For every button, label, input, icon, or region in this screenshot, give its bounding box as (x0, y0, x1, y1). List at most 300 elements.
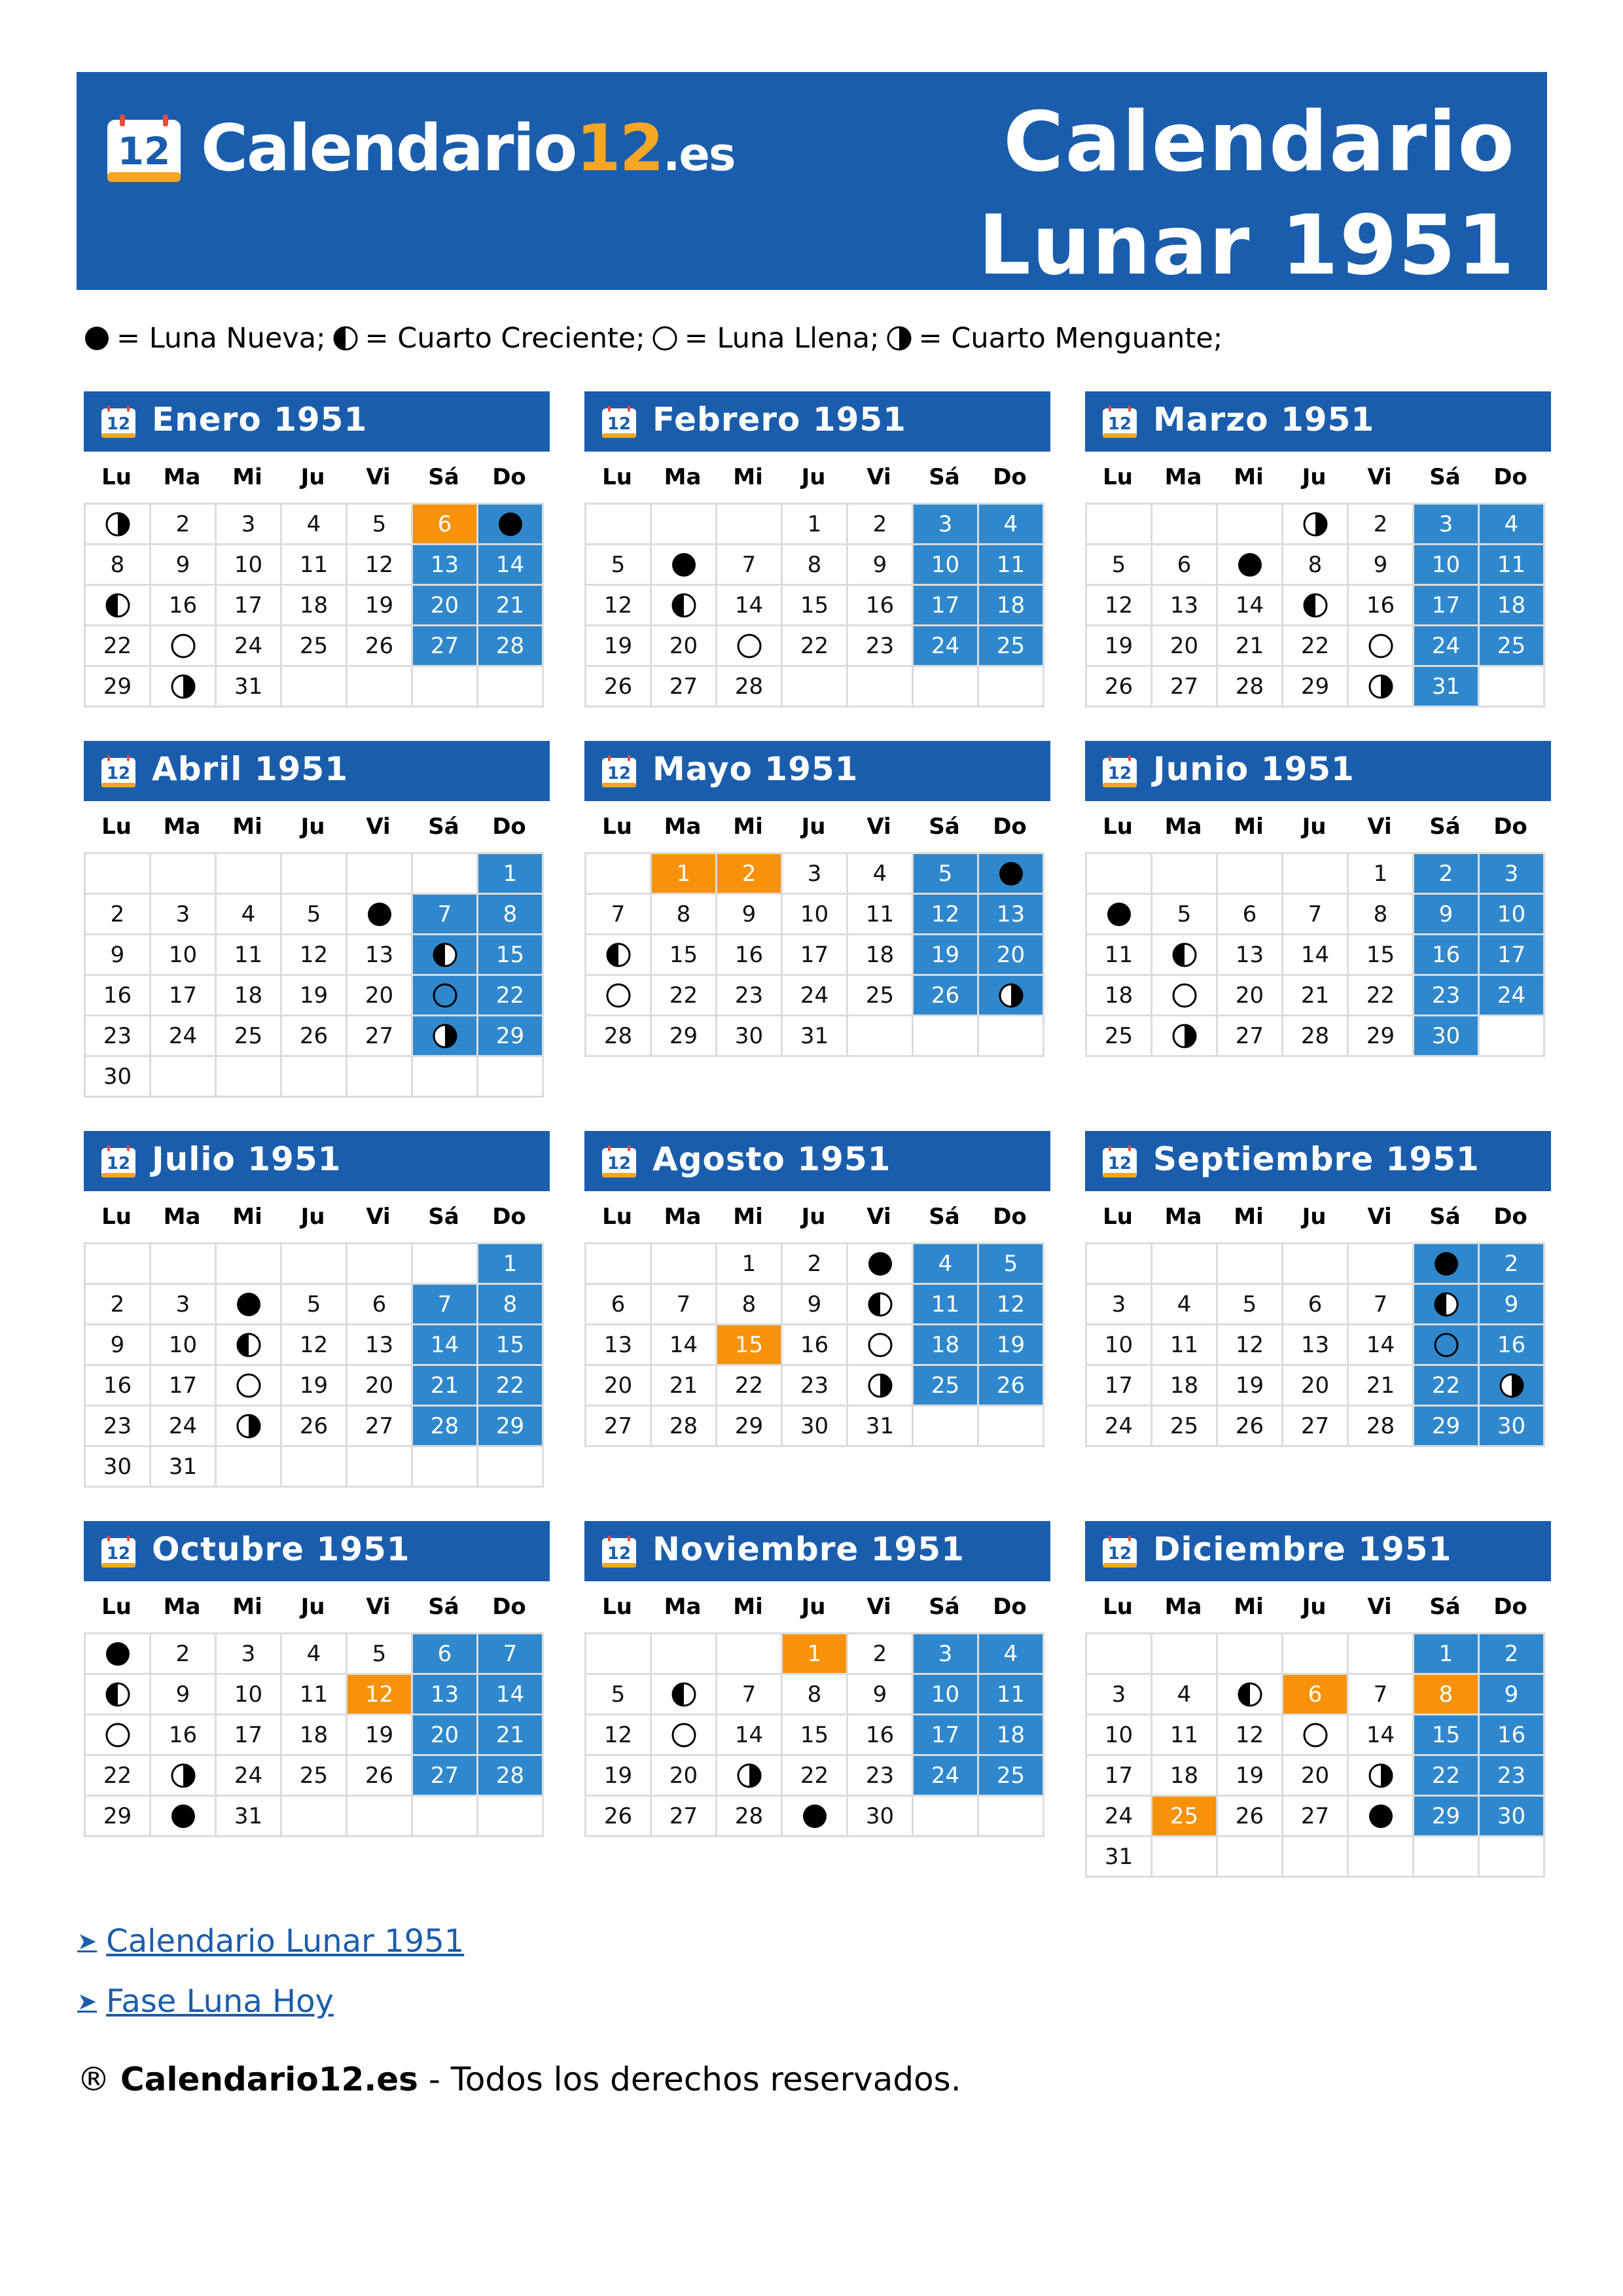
weekday-label: Ju (1302, 464, 1327, 490)
weekday-row (84, 1581, 550, 1632)
calendar-icon (601, 1145, 637, 1178)
day-cell: 4 (282, 1634, 348, 1675)
day-cell (1087, 895, 1152, 935)
day-cell (717, 1756, 783, 1797)
empty-day-cell (413, 1797, 478, 1837)
brand-name (201, 111, 735, 186)
month-title: Noviembre 1951 (652, 1530, 965, 1568)
day-cell (717, 626, 783, 667)
day-cell: 19 (348, 1715, 413, 1756)
svg-text:12: 12 (106, 764, 131, 783)
empty-day-cell (1087, 1244, 1152, 1285)
new-moon-icon (1237, 552, 1263, 578)
day-cell: 9 (1414, 895, 1480, 935)
empty-day-cell (413, 1057, 478, 1098)
day-cell: 10 (151, 1325, 217, 1366)
day-cell: 19 (914, 935, 979, 976)
day-cell: 15 (717, 1325, 783, 1366)
day-cell: 27 (413, 626, 478, 667)
weekday-label: Lu (101, 464, 132, 490)
day-cell: 8 (1283, 545, 1349, 586)
day-cell: 26 (1218, 1407, 1283, 1447)
full-moon-icon (736, 633, 762, 659)
weekday-label: Vi (1367, 1204, 1392, 1230)
day-cell: 13 (1218, 935, 1283, 976)
weekday-label: Sá (1429, 814, 1461, 840)
month-header (84, 1521, 550, 1581)
day-cell: 1 (478, 1244, 544, 1285)
last-quarter-icon (236, 1413, 262, 1439)
month-title: Junio 1951 (1153, 750, 1355, 788)
day-cell: 25 (914, 1366, 979, 1407)
empty-day-cell (979, 1407, 1044, 1447)
day-cell: 23 (848, 1756, 914, 1797)
empty-day-cell (86, 1244, 151, 1285)
weekday-label: Ju (1302, 814, 1327, 840)
day-cell: 25 (979, 626, 1044, 667)
day-cell: 7 (1349, 1285, 1414, 1325)
empty-day-cell (914, 1797, 979, 1837)
month-header (584, 1521, 1050, 1581)
empty-day-cell (478, 1447, 544, 1488)
day-grid (1085, 852, 1545, 1057)
month-title: Abril 1951 (152, 750, 348, 788)
weekday-label: Mi (733, 464, 763, 490)
day-cell: 23 (717, 976, 783, 1016)
day-cell: 5 (979, 1244, 1044, 1285)
month-title: Diciembre 1951 (1153, 1530, 1452, 1568)
day-cell: 29 (86, 1797, 151, 1837)
empty-day-cell (783, 667, 848, 708)
weekday-label: Lu (101, 814, 132, 840)
day-cell: 3 (1414, 505, 1480, 545)
day-cell (586, 976, 652, 1016)
svg-text:12: 12 (607, 1154, 632, 1174)
day-cell: 31 (151, 1447, 217, 1488)
day-cell: 24 (914, 626, 979, 667)
day-cell: 31 (783, 1016, 848, 1057)
weekday-label: Ma (664, 1594, 702, 1620)
day-cell (652, 1715, 717, 1756)
day-cell: 2 (151, 1634, 217, 1675)
day-cell: 17 (1414, 586, 1480, 626)
first-quarter-icon (671, 592, 697, 619)
day-cell: 26 (1087, 667, 1152, 708)
day-cell: 3 (914, 1634, 979, 1675)
day-cell: 23 (1480, 1756, 1545, 1797)
empty-day-cell (717, 505, 783, 545)
day-cell: 12 (1218, 1715, 1283, 1756)
day-cell (1283, 1715, 1349, 1756)
weekday-row (584, 452, 1050, 503)
footer-text: - Todos los derechos reservados. (428, 2060, 961, 2098)
day-cell: 22 (86, 1756, 151, 1797)
day-cell: 20 (413, 586, 478, 626)
day-cell (1414, 1285, 1480, 1325)
day-cell: 9 (151, 545, 217, 586)
weekday-label: Vi (366, 1594, 391, 1620)
day-cell (1480, 1366, 1545, 1407)
day-cell: 23 (86, 1407, 151, 1447)
first-quarter-icon (867, 1291, 893, 1318)
day-cell: 25 (1480, 626, 1545, 667)
day-grid (584, 1242, 1044, 1447)
day-cell: 19 (348, 586, 413, 626)
empty-day-cell (478, 1057, 544, 1098)
day-cell: 20 (348, 1366, 413, 1407)
empty-day-cell (1480, 1016, 1545, 1057)
day-cell: 22 (86, 626, 151, 667)
empty-day-cell (1283, 1634, 1349, 1675)
month-title: Febrero 1951 (652, 401, 906, 439)
footer (77, 2060, 961, 2098)
day-cell: 13 (348, 1325, 413, 1366)
day-cell: 16 (1480, 1325, 1545, 1366)
empty-day-cell (586, 505, 652, 545)
title-line-1: Calendario (1003, 94, 1516, 190)
day-cell (348, 895, 413, 935)
day-cell: 11 (282, 1675, 348, 1715)
day-cell (1349, 667, 1414, 708)
weekday-label: Do (993, 464, 1027, 490)
day-cell: 30 (717, 1016, 783, 1057)
day-cell: 12 (1218, 1325, 1283, 1366)
calendar-icon (101, 755, 136, 788)
month-header (1085, 1131, 1551, 1191)
weekday-label: Ju (300, 1594, 325, 1620)
day-cell: 5 (1218, 1285, 1283, 1325)
day-cell (1283, 586, 1349, 626)
weekday-label: Lu (1103, 464, 1133, 490)
day-cell: 5 (586, 1675, 652, 1715)
calendar-icon (101, 1535, 136, 1568)
day-cell: 17 (217, 586, 282, 626)
legend-first-quarter: = Cuarto Creciente; (365, 322, 645, 355)
day-cell: 7 (717, 1675, 783, 1715)
day-cell: 12 (282, 1325, 348, 1366)
calendar-icon (101, 1145, 136, 1178)
month-calendar (584, 391, 1050, 708)
day-cell: 26 (1218, 1797, 1283, 1837)
day-cell: 23 (848, 626, 914, 667)
empty-day-cell (348, 667, 413, 708)
day-cell: 5 (348, 505, 413, 545)
full-moon-icon (867, 1332, 893, 1358)
day-cell: 19 (282, 976, 348, 1016)
day-cell (86, 586, 151, 626)
full-moon-icon (605, 982, 632, 1009)
day-cell: 15 (652, 935, 717, 976)
day-cell: 14 (413, 1325, 478, 1366)
day-cell: 19 (586, 626, 652, 667)
first-quarter-icon (1433, 1291, 1459, 1318)
day-cell: 14 (478, 545, 544, 586)
weekday-label: Do (1493, 1204, 1527, 1230)
month-header (1085, 391, 1551, 452)
empty-day-cell (282, 1057, 348, 1098)
day-cell: 7 (413, 895, 478, 935)
weekday-label: Vi (366, 1204, 391, 1230)
day-cell: 28 (652, 1407, 717, 1447)
day-cell: 25 (1152, 1407, 1218, 1447)
first-quarter-icon (105, 592, 131, 619)
day-cell (1349, 1797, 1414, 1837)
day-cell: 12 (914, 895, 979, 935)
day-cell (848, 1285, 914, 1325)
day-cell (586, 935, 652, 976)
day-cell (151, 667, 217, 708)
title-line-2: Lunar 1951 (978, 197, 1516, 293)
day-cell: 3 (217, 505, 282, 545)
weekday-row (84, 801, 550, 852)
day-cell: 18 (914, 1325, 979, 1366)
day-cell (783, 1797, 848, 1837)
day-cell: 8 (478, 1285, 544, 1325)
empty-day-cell (979, 667, 1044, 708)
month-title: Mayo 1951 (652, 750, 859, 788)
day-cell (979, 854, 1044, 895)
empty-day-cell (1152, 1837, 1218, 1878)
day-cell: 13 (348, 935, 413, 976)
weekday-label: Ju (801, 814, 826, 840)
day-grid (84, 1632, 544, 1837)
day-cell: 12 (282, 935, 348, 976)
last-quarter-icon (1368, 673, 1394, 700)
day-cell: 15 (783, 586, 848, 626)
day-cell: 8 (86, 545, 151, 586)
weekday-row (1085, 1581, 1551, 1632)
day-cell: 3 (1087, 1675, 1152, 1715)
weekday-label: Sá (428, 814, 459, 840)
day-cell: 11 (217, 935, 282, 976)
empty-day-cell (652, 1634, 717, 1675)
empty-day-cell (413, 1447, 478, 1488)
month-header (584, 741, 1050, 801)
day-cell: 8 (1349, 895, 1414, 935)
empty-day-cell (217, 1447, 282, 1488)
day-cell: 10 (914, 1675, 979, 1715)
new-moon-icon (105, 1641, 131, 1667)
empty-day-cell (282, 1797, 348, 1837)
new-moon-icon (236, 1291, 262, 1318)
weekday-label: Ma (1164, 1594, 1202, 1620)
day-cell: 12 (1087, 586, 1152, 626)
day-cell: 9 (783, 1285, 848, 1325)
day-cell: 26 (348, 626, 413, 667)
day-cell: 26 (586, 1797, 652, 1837)
day-cell: 5 (914, 854, 979, 895)
first-quarter-icon (432, 942, 458, 968)
day-cell: 4 (1480, 505, 1545, 545)
link-calendario-lunar[interactable] (77, 1922, 464, 1961)
empty-day-cell (86, 854, 151, 895)
weekday-label: Lu (1103, 814, 1133, 840)
day-cell: 17 (783, 935, 848, 976)
day-cell: 3 (217, 1634, 282, 1675)
day-cell: 18 (282, 1715, 348, 1756)
day-cell: 21 (478, 586, 544, 626)
day-cell: 18 (1087, 976, 1152, 1016)
day-cell: 27 (348, 1407, 413, 1447)
weekday-label: Ma (1164, 464, 1202, 490)
weekday-label: Mi (733, 1204, 763, 1230)
day-cell: 2 (1414, 854, 1480, 895)
day-cell: 6 (413, 1634, 478, 1675)
day-cell: 1 (652, 854, 717, 895)
day-cell: 28 (717, 1797, 783, 1837)
day-cell: 27 (1283, 1797, 1349, 1837)
day-cell: 30 (86, 1447, 151, 1488)
empty-day-cell (979, 1797, 1044, 1837)
svg-text:12: 12 (1107, 764, 1132, 783)
day-cell: 9 (1480, 1285, 1545, 1325)
calendar-icon (601, 755, 637, 788)
day-cell: 8 (652, 895, 717, 935)
weekday-row (84, 452, 550, 503)
first-quarter-icon (1237, 1681, 1263, 1708)
day-cell: 9 (717, 895, 783, 935)
day-cell: 17 (914, 586, 979, 626)
day-grid (1085, 1632, 1545, 1878)
day-cell: 20 (979, 935, 1044, 976)
empty-day-cell (1480, 667, 1545, 708)
calendar-icon (101, 406, 136, 439)
day-cell: 22 (717, 1366, 783, 1407)
day-cell: 20 (1152, 626, 1218, 667)
month-calendar (1085, 1131, 1551, 1447)
day-cell: 12 (586, 1715, 652, 1756)
day-cell: 15 (478, 1325, 544, 1366)
last-quarter-icon (886, 325, 912, 351)
month-title: Julio 1951 (152, 1140, 342, 1178)
weekday-label: Lu (602, 1594, 632, 1620)
weekday-label: Vi (1367, 814, 1392, 840)
day-cell: 20 (1218, 976, 1283, 1016)
day-cell (1152, 976, 1218, 1016)
day-cell: 2 (717, 854, 783, 895)
day-cell: 15 (1349, 935, 1414, 976)
day-cell (478, 505, 544, 545)
day-cell: 26 (282, 1407, 348, 1447)
day-cell: 30 (783, 1407, 848, 1447)
day-cell: 31 (1414, 667, 1480, 708)
day-cell: 1 (783, 1634, 848, 1675)
day-cell: 13 (413, 545, 478, 586)
day-cell: 27 (652, 667, 717, 708)
day-cell: 28 (1283, 1016, 1349, 1057)
day-cell: 20 (1283, 1756, 1349, 1797)
day-cell: 25 (282, 626, 348, 667)
day-cell: 22 (1414, 1756, 1480, 1797)
svg-text:12: 12 (607, 414, 632, 434)
day-cell: 27 (652, 1797, 717, 1837)
day-cell: 29 (717, 1407, 783, 1447)
weekday-label: Lu (101, 1204, 132, 1230)
day-cell: 31 (848, 1407, 914, 1447)
day-cell: 29 (1414, 1797, 1480, 1837)
empty-day-cell (652, 1244, 717, 1285)
day-cell: 19 (979, 1325, 1044, 1366)
weekday-label: Lu (101, 1594, 132, 1620)
empty-day-cell (1087, 1634, 1152, 1675)
day-cell: 25 (282, 1756, 348, 1797)
day-cell: 17 (1087, 1756, 1152, 1797)
day-cell: 26 (348, 1756, 413, 1797)
full-moon-icon (236, 1372, 262, 1399)
day-grid (584, 503, 1044, 708)
empty-day-cell (1414, 1837, 1480, 1878)
day-cell: 24 (783, 976, 848, 1016)
links-list (77, 1922, 464, 2042)
new-moon-icon (1368, 1803, 1394, 1829)
page-title (978, 90, 1516, 297)
logo-number: 12 (117, 129, 171, 173)
empty-day-cell (1283, 854, 1349, 895)
weekday-label: Sá (428, 1204, 459, 1230)
day-cell: 6 (413, 505, 478, 545)
day-cell: 10 (1087, 1325, 1152, 1366)
weekday-label: Mi (1234, 1204, 1264, 1230)
new-moon-icon (867, 1251, 893, 1277)
weekday-row (1085, 1191, 1551, 1242)
empty-day-cell (914, 1407, 979, 1447)
month-calendar (84, 1521, 550, 1837)
day-cell: 22 (1349, 976, 1414, 1016)
day-cell: 21 (1218, 626, 1283, 667)
day-cell: 1 (783, 505, 848, 545)
day-cell: 26 (282, 1016, 348, 1057)
day-cell: 15 (478, 935, 544, 976)
full-moon-icon (1368, 633, 1394, 659)
day-cell: 18 (217, 976, 282, 1016)
day-cell: 22 (652, 976, 717, 1016)
empty-day-cell (348, 1244, 413, 1285)
day-cell: 28 (413, 1407, 478, 1447)
day-cell: 4 (914, 1244, 979, 1285)
site-logo[interactable] (105, 111, 735, 186)
day-cell: 12 (348, 1675, 413, 1715)
day-cell: 6 (1283, 1675, 1349, 1715)
empty-day-cell (1087, 505, 1152, 545)
day-cell: 29 (1283, 667, 1349, 708)
empty-day-cell (413, 854, 478, 895)
day-cell: 11 (979, 1675, 1044, 1715)
empty-day-cell (586, 1634, 652, 1675)
full-moon-icon (105, 1722, 131, 1748)
day-cell: 11 (848, 895, 914, 935)
day-cell: 16 (86, 976, 151, 1016)
day-cell: 1 (717, 1244, 783, 1285)
empty-day-cell (348, 1057, 413, 1098)
link-fase-luna-hoy[interactable] (77, 1982, 464, 2021)
day-cell: 22 (1283, 626, 1349, 667)
day-cell: 22 (1414, 1366, 1480, 1407)
weekday-label: Ju (1302, 1204, 1327, 1230)
weekday-label: Sá (929, 1594, 960, 1620)
calendar-icon (1102, 406, 1137, 439)
day-cell: 15 (1414, 1715, 1480, 1756)
empty-day-cell (478, 1797, 544, 1837)
day-cell (1218, 1675, 1283, 1715)
day-cell (848, 1244, 914, 1285)
day-cell: 16 (86, 1366, 151, 1407)
day-cell: 11 (1152, 1325, 1218, 1366)
day-cell: 20 (586, 1366, 652, 1407)
weekday-label: Ma (664, 1204, 702, 1230)
day-cell: 22 (783, 1756, 848, 1797)
day-cell: 23 (783, 1366, 848, 1407)
empty-day-cell (348, 1797, 413, 1837)
